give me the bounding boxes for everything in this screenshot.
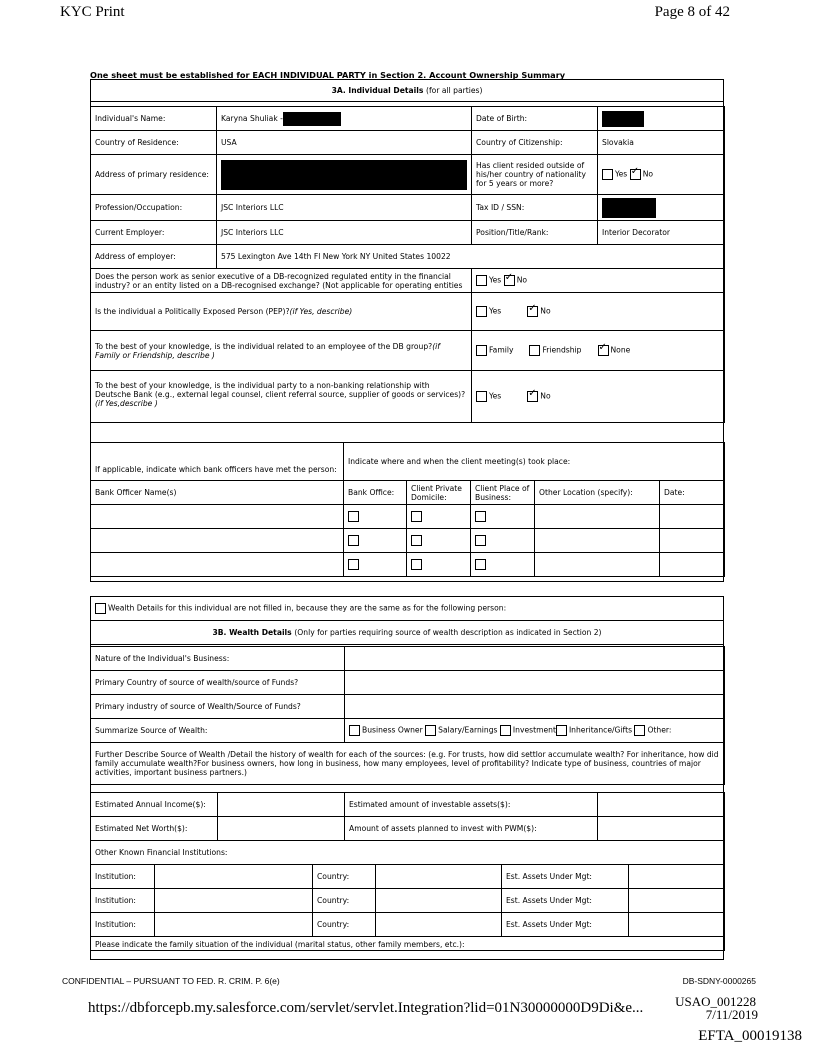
pwm-input[interactable] (598, 817, 725, 841)
col-private-domicile: Client Private Domicile: (407, 481, 471, 505)
source-url: https://dbforcepb.my.salesforce.com/servlet/servlet.Integration?lid=01N30000000D9Di&e... (88, 1000, 644, 1016)
table-row (91, 913, 725, 937)
bank-office-cell (344, 529, 407, 553)
place-of-business-checkbox[interactable] (475, 559, 486, 570)
industry-label: Primary industry of source of Wealth/Source of Funds? (91, 695, 345, 719)
place-of-business-cell (471, 553, 535, 577)
none-label: None (610, 345, 631, 355)
print-date: 7/11/2019 (705, 1007, 758, 1022)
industry-input[interactable] (345, 695, 725, 719)
resided-question: Has client resided outside of his/her country of nationality for 5 years or more? (472, 155, 598, 195)
pep-answer (472, 293, 725, 331)
private-domicile-cell (407, 505, 471, 529)
table-row (91, 505, 725, 529)
same-as-label: Wealth Details for this individual are not filled in, because they are the same as for the following person: (108, 603, 507, 613)
institution-country-input[interactable] (376, 865, 502, 889)
institution-input[interactable] (155, 865, 313, 889)
place-of-business-cell (471, 529, 535, 553)
employer-label: Current Employer: (91, 221, 217, 245)
pep-question: Is the individual a Politically Exposed Person (PEP)? (95, 307, 290, 316)
no-checkbox[interactable] (527, 306, 538, 317)
no-label: No (516, 275, 528, 285)
none-checkbox[interactable] (598, 345, 609, 356)
col-place-of-business: Client Place of Business: (471, 481, 535, 505)
wealth-details-table (90, 646, 725, 785)
no-label: No (540, 391, 551, 401)
institution-country-input[interactable] (376, 913, 502, 937)
aum-input[interactable] (629, 889, 725, 913)
pep-note: (if Yes, describe) (289, 307, 353, 316)
employer-address-label: Address of employer: (91, 245, 217, 269)
investable-input[interactable] (598, 793, 725, 817)
inheritance-label: Inheritance/Gifts (568, 725, 633, 735)
friendship-checkbox[interactable] (529, 345, 540, 356)
section-3b-title-cell (91, 621, 724, 645)
country-col-label: Country: (313, 913, 376, 937)
yes-label: Yes (489, 306, 502, 316)
section-3a-title (90, 79, 724, 102)
aum-label: Est. Assets Under Mgt: (502, 913, 629, 937)
nonbank-question: To the best of your knowledge, is the individual party to a non-banking relationship with Deutsche Bank (e.g., external legal counsel, client referral source, supplier of goods or services)? (95, 381, 466, 399)
other-location-input[interactable] (535, 505, 660, 529)
family-situation-label: Please indicate the family situation of the individual (marital status, other family members, etc.): (91, 937, 725, 951)
print-title: KYC Print (60, 4, 125, 20)
investable-label: Estimated amount of investable assets($): (345, 793, 598, 817)
income-label: Estimated Annual Income($): (91, 793, 218, 817)
salary-checkbox[interactable] (425, 725, 436, 736)
address-label: Address of primary residence: (91, 155, 217, 195)
investment-checkbox[interactable] (500, 725, 511, 736)
yes-label: Yes (489, 391, 502, 401)
address-cell (217, 155, 472, 195)
officer-name-input[interactable] (91, 505, 344, 529)
country-col-label: Country: (313, 889, 376, 913)
aum-label: Est. Assets Under Mgt: (502, 889, 629, 913)
institution-input[interactable] (155, 913, 313, 937)
officer-name-input[interactable] (91, 529, 344, 553)
efta-number: EFTA_00019138 (698, 1028, 802, 1044)
redaction-box (602, 198, 656, 218)
yes-checkbox[interactable] (476, 275, 487, 286)
no-checkbox[interactable] (630, 169, 641, 180)
yes-label: Yes (615, 169, 628, 179)
profession-value: JSC Interiors LLC (217, 195, 472, 221)
nonbank-note: (if Yes,describe ) (95, 399, 158, 408)
institution-input[interactable] (155, 889, 313, 913)
residence-label: Country of Residence: (91, 131, 217, 155)
country-input[interactable] (345, 671, 725, 695)
date-input[interactable] (660, 529, 725, 553)
table-row (91, 529, 725, 553)
private-domicile-cell (407, 553, 471, 577)
institution-label: Institution: (91, 865, 155, 889)
section-3a-heading: 3A. Individual Details (331, 86, 424, 95)
no-checkbox[interactable] (527, 391, 538, 402)
family-label: Family (489, 345, 514, 355)
place-of-business-checkbox[interactable] (475, 535, 486, 546)
dob-label: Date of Birth: (472, 107, 598, 131)
other-fi-label: Other Known Financial Institutions: (91, 841, 725, 865)
individual-details-table (90, 106, 725, 269)
redaction-box (283, 112, 341, 126)
table-row (91, 889, 725, 913)
yes-checkbox[interactable] (476, 391, 487, 402)
pep-question-cell (91, 293, 472, 331)
networth-input[interactable] (218, 817, 345, 841)
private-domicile-checkbox[interactable] (411, 511, 422, 522)
aum-label: Est. Assets Under Mgt: (502, 865, 629, 889)
profession-label: Profession/Occupation: (91, 195, 217, 221)
salary-label: Salary/Earnings (438, 725, 498, 735)
bank-office-checkbox[interactable] (348, 559, 359, 570)
redaction-box (602, 111, 644, 127)
bates-number: DB-SDNY-0000265 (682, 976, 756, 986)
section-3b-heading: 3B. Wealth Details (212, 628, 292, 637)
taxid-cell (598, 195, 725, 221)
position-label: Position/Title/Rank: (472, 221, 598, 245)
bank-office-checkbox[interactable] (348, 535, 359, 546)
bank-office-checkbox[interactable] (348, 511, 359, 522)
form-notice: One sheet must be established for EACH INDIVIDUAL PARTY in Section 2. Account Ownership Summary (90, 70, 566, 80)
name-value: Karyna Shuliak - (221, 113, 283, 123)
senior-exec-answer (472, 269, 725, 293)
related-question: To the best of your knowledge, is the individual related to an employee of the DB group? (95, 341, 433, 351)
inheritance-checkbox[interactable] (556, 725, 567, 736)
taxid-label: Tax ID / SSN: (472, 195, 598, 221)
other-location-input[interactable] (535, 529, 660, 553)
nature-label: Nature of the Individual's Business: (91, 647, 345, 671)
country-col-label: Country: (313, 865, 376, 889)
friendship-label: Friendship (542, 345, 582, 355)
summarize-options (345, 719, 725, 743)
date-input[interactable] (660, 505, 725, 529)
officer-name-input[interactable] (91, 553, 344, 577)
position-value: Interior Decorator (598, 221, 725, 245)
no-label: No (540, 306, 551, 316)
name-label: Individual's Name: (91, 107, 217, 131)
col-officer-name: Bank Officer Name(s) (91, 481, 344, 505)
wealth-details-header (90, 596, 724, 645)
page-number: Page 8 of 42 (654, 4, 730, 20)
other-location-input[interactable] (535, 553, 660, 577)
col-bank-office: Bank Office: (344, 481, 407, 505)
no-label: No (642, 169, 654, 179)
institution-label: Institution: (91, 889, 155, 913)
nature-input[interactable] (345, 647, 725, 671)
investment-label: Investment (512, 725, 556, 735)
related-note: (if Family or Friendship, describe ) (95, 341, 440, 360)
bank-officer-table (90, 442, 725, 577)
same-as-checkbox[interactable] (95, 603, 106, 614)
table-row (91, 553, 725, 577)
yes-checkbox[interactable] (602, 169, 613, 180)
bank-office-cell (344, 505, 407, 529)
income-input[interactable] (218, 793, 345, 817)
family-checkbox[interactable] (476, 345, 487, 356)
confidential-notice: CONFIDENTIAL – PURSUANT TO FED. R. CRIM. P. 6(e) (62, 976, 280, 986)
bank-office-cell (344, 553, 407, 577)
officers-label: If applicable, indicate which bank officers have met the person: (91, 443, 344, 481)
country-label: Primary Country of source of wealth/source of Funds? (91, 671, 345, 695)
other-checkbox[interactable] (634, 725, 645, 736)
networth-label: Estimated Net Worth($): (91, 817, 218, 841)
employer-address-value: 575 Lexington Ave 14th Fl New York NY United States 10022 (217, 245, 725, 269)
summarize-label: Summarize Source of Wealth: (91, 719, 345, 743)
yes-label: Yes (489, 275, 502, 285)
aum-input[interactable] (629, 913, 725, 937)
further-describe: Further Describe Source of Wealth /Detail the history of wealth for each of the sources: (e.g. For trusts, how did settlor accumulate wealth? For inheritance, how did family accumulate wealth?For business owners, how long in business, how many employees, level of profitability? Indicate type of business, countries of major activities, important business partners.) (91, 743, 725, 785)
private-domicile-checkbox[interactable] (411, 559, 422, 570)
usao-number: USAO_001228 (675, 994, 756, 1009)
nonbank-question-cell (91, 371, 472, 423)
aum-input[interactable] (629, 865, 725, 889)
related-answer (472, 331, 725, 371)
related-question-cell (91, 331, 472, 371)
table-row (91, 865, 725, 889)
private-domicile-checkbox[interactable] (411, 535, 422, 546)
col-date: Date: (660, 481, 725, 505)
pwm-label: Amount of assets planned to invest with PWM($): (345, 817, 598, 841)
institution-label: Institution: (91, 913, 155, 937)
business-owner-checkbox[interactable] (349, 725, 360, 736)
financials-table (90, 792, 725, 865)
private-domicile-cell (407, 529, 471, 553)
citizenship-label: Country of Citizenship: (472, 131, 598, 155)
place-of-business-cell (471, 505, 535, 529)
senior-exec-question: Does the person work as senior executive of a DB-recognized regulated entity in the financial industry? or an entity listed on a DB-recognised exchange? (Not applicable for operating entities (91, 269, 472, 293)
residence-value: USA (217, 131, 472, 155)
other-label: Other: (647, 725, 672, 735)
citizenship-value: Slovakia (598, 131, 725, 155)
no-checkbox[interactable] (504, 275, 515, 286)
name-cell (217, 107, 472, 131)
yes-checkbox[interactable] (476, 306, 487, 317)
business-owner-label: Business Owner (362, 725, 423, 735)
employer-value: JSC Interiors LLC (217, 221, 472, 245)
date-input[interactable] (660, 553, 725, 577)
resided-answer (598, 155, 725, 195)
section-3a-subheading: (for all parties) (426, 86, 483, 95)
institution-country-input[interactable] (376, 889, 502, 913)
place-of-business-checkbox[interactable] (475, 511, 486, 522)
col-other-location: Other Location (specify): (535, 481, 660, 505)
institutions-table (90, 864, 725, 951)
meeting-label: Indicate where and when the client meeting(s) took place: (344, 443, 725, 481)
individual-questions-table (90, 268, 725, 423)
section-3b-subheading: (Only for parties requiring source of wealth description as indicated in Section 2) (294, 628, 602, 637)
same-as-cell (91, 597, 724, 621)
dob-cell (598, 107, 725, 131)
nonbank-answer (472, 371, 725, 423)
redaction-box (221, 160, 467, 190)
